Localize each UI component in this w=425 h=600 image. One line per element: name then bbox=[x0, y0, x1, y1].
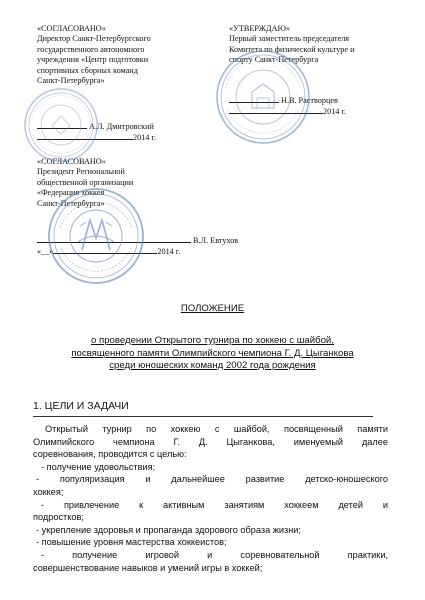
section-body bbox=[33, 423, 388, 574]
list-item: подростков; bbox=[33, 512, 84, 523]
approval-line: спорту Санкт-Петербурга bbox=[229, 55, 319, 65]
signer-name: Н.В. Растворцев bbox=[281, 96, 338, 105]
signer-name: А.Л. Дмитровский bbox=[89, 122, 154, 131]
section-heading: 1. ЦЕЛИ И ЗАДАЧИ bbox=[33, 400, 129, 412]
title-line: посвященного памяти Олимпийского чемпиона Г. Д. Цыганкова bbox=[71, 347, 354, 359]
list-item: - получение удовольствия; bbox=[41, 461, 156, 472]
approval-year: 2014 г. bbox=[133, 133, 156, 143]
approval-line: Директор Санкт-Петербургского bbox=[37, 34, 151, 44]
approval-year: 2014 г. bbox=[323, 107, 346, 117]
approval-heading: «УТВЕРЖДАЮ» bbox=[229, 24, 290, 33]
approval-date-prefix: «__» bbox=[37, 247, 54, 257]
list-item: совершенствование навыков и умений игры в хоккей; bbox=[33, 562, 263, 573]
approval-line: Санкт-Петербурга» bbox=[37, 198, 105, 208]
stamp-center-seal bbox=[22, 86, 100, 164]
list-item: хоккея; bbox=[33, 486, 64, 497]
approval-heading: «СОГЛАСОВАНО» bbox=[37, 157, 106, 166]
approval-line: учреждения «Центр подготовки bbox=[37, 55, 149, 65]
title-line: о проведении Открытого турнира по хоккею с шайбой, bbox=[91, 335, 334, 346]
approval-line: спортивных сборных команд bbox=[37, 65, 138, 75]
paragraph-line: Олимпийского чемпиона Г. Д. Цыганкова, именуемый далее bbox=[33, 436, 388, 447]
approval-line: «Федерация хоккея bbox=[37, 188, 105, 198]
title-line: среди юношеских команд 2002 года рождения bbox=[109, 360, 316, 371]
approval-heading: «СОГЛАСОВАНО» bbox=[37, 24, 106, 33]
approval-line: Комитета по физической культуре и bbox=[229, 44, 355, 54]
paragraph-line: соревнования, проводится с целью: bbox=[33, 449, 187, 460]
signer-name: В.Л. Евтухов bbox=[193, 236, 239, 245]
paragraph-line: Открытый турнир по хоккею с шайбой, посвященный памяти bbox=[45, 424, 388, 434]
list-item: - привлечение к активным занятиям хоккеем детей и bbox=[41, 499, 388, 510]
approval-line: Первый заместитель председателя bbox=[229, 34, 350, 44]
document-title bbox=[0, 303, 425, 316]
list-item: - получение игровой и соревновательной практики, bbox=[41, 549, 388, 560]
list-item: - повышение уровня мастерства хоккеистов; bbox=[36, 537, 227, 548]
document-subtitle bbox=[0, 335, 425, 373]
title-main: ПОЛОЖЕНИЕ bbox=[180, 303, 245, 314]
list-item: - популяризация и дальнейшее развитие детско-юношеского bbox=[36, 474, 388, 485]
approval-left-top bbox=[37, 24, 151, 86]
section-divider bbox=[33, 416, 373, 417]
approval-line: Санкт-Петербурга» bbox=[37, 76, 105, 86]
list-item: - укрепление здоровья и пропаганда здорового образа жизни; bbox=[36, 524, 301, 535]
approval-line: общественной организации bbox=[37, 177, 134, 187]
approval-year: 2014 г. bbox=[157, 247, 181, 257]
stamp-committee-seal bbox=[214, 48, 312, 146]
stamp-federation-seal bbox=[46, 186, 146, 286]
approval-line: Президент Региональной bbox=[37, 167, 125, 177]
approval-line: государственного автономного bbox=[37, 44, 145, 54]
